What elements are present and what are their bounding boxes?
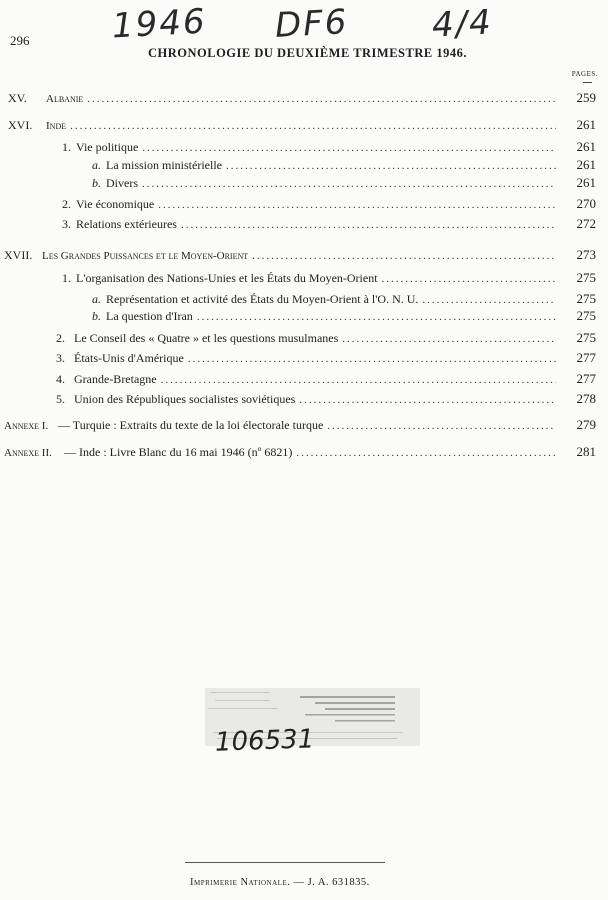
toc-leader	[252, 247, 556, 265]
toc-entry-page: 270	[576, 196, 596, 211]
toc-entry-page: 273	[576, 247, 596, 262]
toc-entry-number: XVII.	[4, 248, 33, 262]
toc-entry-page: 275	[576, 291, 596, 306]
toc-entry-page: 261	[576, 175, 596, 190]
footer-ref: — J. A. 631835.	[293, 877, 370, 888]
toc-entry-number: 3.	[62, 217, 71, 231]
toc-entry-number: 1.	[62, 140, 71, 154]
pages-header-rule	[583, 82, 592, 83]
toc-leader	[70, 117, 556, 135]
toc-entry-label: La mission ministérielle	[106, 158, 222, 172]
handwritten-fraction: 4/4	[430, 2, 494, 46]
toc-entry-page: 272	[576, 216, 596, 231]
toc-entry-page: 275	[576, 270, 596, 285]
toc-entry-label: L'organisation des Nations-Unies et les États du Moyen-Orient	[76, 271, 378, 285]
toc-entry-page: 261	[576, 117, 596, 132]
stamp-number: 106531	[214, 724, 315, 758]
footer-rule	[185, 862, 385, 863]
toc-entry-label: — Turquie : Extraits du texte de la loi électorale turque	[58, 418, 324, 432]
toc-entry	[0, 390, 608, 408]
toc-entry-number: b.	[92, 309, 101, 323]
handwritten-code: DF6	[274, 2, 350, 46]
toc-entry-number: 3.	[56, 351, 65, 365]
toc-entry-number: Annexe I.	[4, 420, 49, 432]
page-number: 296	[10, 33, 30, 48]
toc-entry-number: 4.	[56, 372, 65, 386]
toc-leader	[181, 216, 556, 234]
toc-entry	[0, 349, 608, 367]
toc-entry-albanie	[0, 89, 608, 107]
toc-entry-number: Annexe II.	[4, 447, 52, 459]
toc-entry	[0, 370, 608, 388]
toc-entry-label: Inde	[46, 120, 67, 132]
toc-entry	[0, 269, 608, 287]
toc-entry-annexe-1	[0, 416, 608, 434]
toc-entry-number: a.	[92, 158, 101, 172]
toc-entry-label: Relations extérieures	[76, 217, 177, 231]
toc-entry	[0, 307, 608, 325]
toc-entry-page: 281	[576, 444, 596, 459]
toc-entry-page: 275	[576, 330, 596, 345]
toc-leader	[296, 444, 556, 462]
toc-entry	[0, 290, 608, 308]
toc-entry-label: — Inde : Livre Blanc du 16 mai 1946 (nº 6821)	[64, 445, 293, 459]
toc-entry-number: 5.	[56, 392, 65, 406]
toc-leader	[226, 157, 556, 175]
toc-entry-label: États-Unis d'Amérique	[74, 351, 184, 365]
toc-entry-label: Vie politique	[76, 140, 139, 154]
toc-entry-label: Union des Républiques socialistes soviétiques	[74, 392, 296, 406]
toc-entry-page: 277	[576, 350, 596, 365]
toc-leader	[161, 371, 556, 389]
toc-entry-inde	[0, 116, 608, 134]
toc-leader	[87, 90, 556, 108]
footer-printer: Imprimerie Nationale.	[190, 877, 291, 888]
toc-entry-page: 259	[576, 90, 596, 105]
toc-entry-page: 261	[576, 157, 596, 172]
toc-entry-number: XV.	[8, 91, 27, 105]
toc-leader	[142, 139, 556, 157]
toc-leader	[327, 417, 556, 435]
toc-entry-number: a.	[92, 292, 101, 306]
toc-entry	[0, 138, 608, 156]
toc-entry-label: Le Conseil des « Quatre » et les questions musulmanes	[74, 331, 339, 345]
footer	[190, 877, 370, 888]
toc-entry-page: 261	[576, 139, 596, 154]
toc-leader	[142, 175, 556, 193]
toc-entry-page: 275	[576, 308, 596, 323]
toc-entry	[0, 329, 608, 347]
toc-entry-page: 279	[576, 417, 596, 432]
toc-entry	[0, 195, 608, 213]
toc-entry-page: 277	[576, 371, 596, 386]
toc-leader	[382, 270, 556, 288]
toc-entry-label: Représentation et activité des États du Moyen-Orient à l'O. N. U.	[106, 292, 419, 306]
page-title: CHRONOLOGIE DU DEUXIÈME TRIMESTRE 1946.	[148, 46, 467, 60]
toc-entry-label: Divers	[106, 176, 138, 190]
toc-entry	[0, 215, 608, 233]
toc-entry-label: Albanie	[46, 93, 84, 105]
toc-entry-label: La question d'Iran	[106, 309, 193, 323]
toc-entry-label: Les Grandes Puissances et le Moyen-Orient	[42, 250, 249, 262]
toc-entry-number: 2.	[62, 197, 71, 211]
toc-entry-annexe-2	[0, 443, 608, 461]
toc-entry-grandes-puissances	[0, 246, 608, 264]
toc-leader	[342, 330, 556, 348]
toc-entry-number: 1.	[62, 271, 71, 285]
toc-entry-number: 2.	[56, 331, 65, 345]
toc-entry-label: Vie économique	[76, 197, 155, 211]
handwritten-year: 1946	[111, 1, 208, 47]
toc-entry	[0, 174, 608, 192]
toc-entry-label: Grande-Bretagne	[74, 372, 157, 386]
toc-entry-number: XVI.	[8, 118, 33, 132]
toc-leader	[188, 350, 556, 368]
toc-leader	[197, 308, 556, 326]
toc-entry-number: b.	[92, 176, 101, 190]
toc-leader	[299, 391, 556, 409]
toc-entry-page: 278	[576, 391, 596, 406]
pages-column-header: PAGES.	[571, 70, 598, 78]
toc-leader	[158, 196, 556, 214]
toc-entry	[0, 156, 608, 174]
